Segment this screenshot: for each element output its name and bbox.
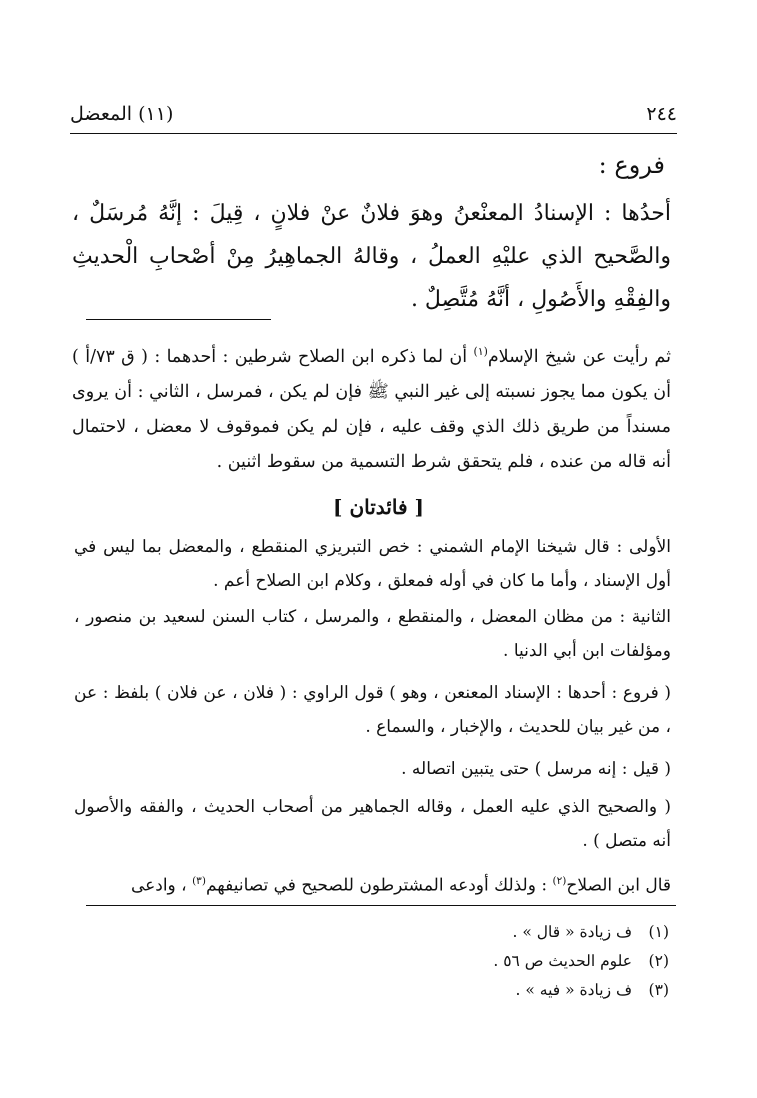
running-title: (١١) المعضل bbox=[70, 103, 174, 125]
header-rule bbox=[70, 133, 677, 134]
footnote-text: ف زيادة « فيه » . bbox=[515, 981, 633, 999]
paragraph-ibn-salah-part-2: : ولذلك أودعه المشترطون للصحيح في تصانيفهم bbox=[205, 875, 553, 896]
footnotes bbox=[86, 918, 669, 1005]
footnote-item bbox=[86, 976, 669, 1005]
footnote-marker-3: (٣) bbox=[192, 875, 206, 887]
footnote-rule bbox=[86, 905, 676, 906]
footnote-number: (٣) bbox=[648, 981, 669, 999]
footnote-marker-2: (٢) bbox=[552, 875, 567, 887]
commentary-text bbox=[72, 334, 671, 480]
commentary-part-2: أن لما ذكره ابن الصلاح شرطين : أحدهما : ( ق ٧٣/أ ) أن يكون مما يجوز نسبته إلى غير النبي ﷺ فإن لم يكن ، فمرسل ، الثاني : أن يروى مسنداً من طريق ذلك الذي وقف عليه ، فإن لم يكن فموقوف لا معضل ، لاحتمال أنه قاله من عنده ، فلم يتحقق شرط التسمية من سقوط اثنين . bbox=[72, 346, 671, 472]
section-heading: [ فائدتان ] bbox=[333, 495, 424, 519]
footnote-number: (١) bbox=[648, 923, 669, 941]
footnote-item bbox=[86, 918, 669, 947]
footnote-marker-1: (١) bbox=[473, 345, 488, 358]
footnote-text: علوم الحديث ص ٥٦ . bbox=[493, 952, 633, 970]
paragraph-ibn-salah-part-1: قال ابن الصلاح bbox=[566, 875, 671, 896]
furu-heading: فروع : bbox=[598, 151, 665, 179]
paragraph-ibn-salah-part-3: ، وادعى bbox=[130, 875, 193, 896]
paragraph-qila: ( قيل : إنه مرسل ) حتى يتبين اتصاله . bbox=[401, 759, 671, 779]
paragraph-sahih: ( والصحيح الذي عليه العمل ، وقاله الجماهير من أصحاب الحديث ، والفقه والأصول أنه متصل ) . bbox=[74, 797, 671, 851]
commentary-part-1: ثم رأيت عن شيخ الإسلام bbox=[487, 346, 671, 367]
footnote-text: ف زيادة « قال » . bbox=[512, 923, 633, 941]
footnote-number: (٢) bbox=[648, 952, 669, 970]
paragraph-first-benefit: الأولى : قال شيخنا الإمام الشمني : خص التبريزي المنقطع ، والمعضل بما ليس في أول الإسناد ، وأما ما كان في أوله فمعلق ، وكلام ابن الصلاح أعم . bbox=[74, 537, 671, 591]
page-header bbox=[70, 96, 677, 132]
paragraph-ibn-salah bbox=[74, 864, 671, 903]
footnote-item bbox=[86, 947, 669, 976]
matn-separator-rule bbox=[86, 319, 271, 320]
paragraph-furu: ( فروع : أحدها : الإسناد المعنعن ، وهو ) قول الراوي : ( فلان ، عن فلان ) بلفظ : عن ، من غير بيان للحديث ، والإخبار ، والسماع . bbox=[74, 683, 671, 737]
paragraph-second-benefit: الثانية : من مظان المعضل ، والمنقطع ، والمرسل ، كتاب السنن لسعيد بن منصور ، ومؤلفات ابن أبي الدنيا . bbox=[74, 607, 671, 661]
matn-text: أحدُها : الإسنادُ المعنْعنُ وهوَ فلانٌ عنْ فلانٍ ، قِيلَ : إنَّهُ مُرسَلٌ ، والصَّحيح الذي عليْهِ العملُ ، وقالهُ الجماهِيرُ مِنْ أصْحابِ الْحديثِ والفِقْهِ والأَصُولِ ، أنَّهُ مُتَّصِلٌ . bbox=[72, 201, 671, 312]
page-number: ٢٤٤ bbox=[646, 103, 677, 125]
